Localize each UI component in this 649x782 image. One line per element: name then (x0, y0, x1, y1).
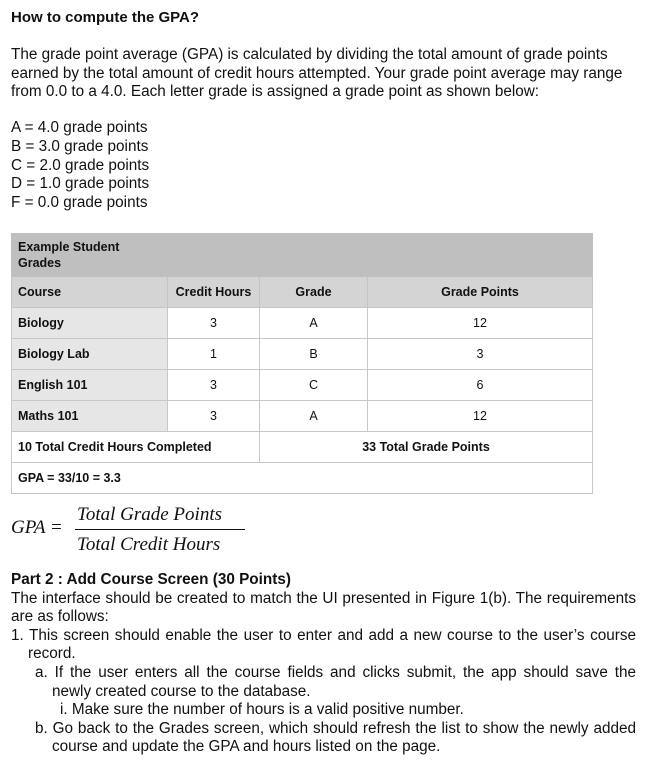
formula-fraction (75, 504, 245, 556)
grade-cell: C (260, 370, 368, 401)
section-heading: How to compute the GPA? (11, 9, 200, 26)
credit-hours-cell: 3 (168, 401, 260, 432)
grade-cell: A (260, 401, 368, 432)
grade-point-item: B = 3.0 grade points (11, 137, 149, 155)
example-grades-table (11, 233, 593, 494)
table-row (12, 401, 593, 432)
table-header-row (12, 277, 593, 308)
grade-points-cell: 3 (368, 339, 593, 370)
table-row (12, 339, 593, 370)
table-caption-row (12, 234, 593, 277)
total-credit-hours: 10 Total Credit Hours Completed (12, 432, 260, 463)
requirement-subsubitem: i. Make sure the number of hours is a valid positive number. (60, 701, 464, 719)
course-cell: English 101 (12, 370, 168, 401)
requirement-item: 1. This screen should enable the user to enter and add a new course to the user’s course record. (11, 626, 636, 663)
credit-hours-cell: 3 (168, 308, 260, 339)
column-header-credit-hours: Credit Hours (168, 277, 260, 308)
intro-paragraph: The grade point average (GPA) is calculated by dividing the total amount of grade points earned by the total amount of credit hours attempted. Your grade point average may range from 0.0 to a 4.0. Each letter grade is assigned a grade point as shown below: (11, 46, 623, 101)
requirement-subitem: b. Go back to the Grades screen, which should refresh the list to show the newly added course and update the GPA and hours listed on the page. (35, 719, 636, 756)
course-cell: Biology Lab (12, 339, 168, 370)
grade-points-cell: 6 (368, 370, 593, 401)
table-caption: Example Student Grades (12, 234, 168, 277)
course-cell: Biology (12, 308, 168, 339)
grade-points-list (11, 119, 149, 213)
column-header-course: Course (12, 277, 168, 308)
column-header-grade-points: Grade Points (368, 277, 593, 308)
table-row (12, 308, 593, 339)
fraction-bar (75, 529, 245, 530)
formula-denominator: Total Credit Hours (77, 534, 221, 555)
total-grade-points: 33 Total Grade Points (260, 432, 593, 463)
requirement-subitem: a. If the user enters all the course fields and clicks submit, the app should save the newly created course to the database. (35, 663, 636, 700)
part2-intro: The interface should be created to match the UI presented in Figure 1(b). The requirements are as follows: (11, 589, 636, 626)
part2-section (11, 571, 636, 757)
grade-point-item: F = 0.0 grade points (11, 194, 148, 212)
grade-points-cell: 12 (368, 308, 593, 339)
credit-hours-cell: 3 (168, 370, 260, 401)
grade-point-item: A = 4.0 grade points (11, 119, 148, 136)
formula-numerator: Total Grade Points (77, 504, 222, 525)
gpa-result: GPA = 33/10 = 3.3 (12, 463, 593, 494)
course-cell: Maths 101 (12, 401, 168, 432)
grade-cell: A (260, 308, 368, 339)
formula-lhs: GPA = (11, 517, 63, 538)
totals-row (12, 432, 593, 463)
grade-cell: B (260, 339, 368, 370)
part2-title: Part 2 : Add Course Screen (30 Points) (11, 571, 291, 588)
grade-points-cell: 12 (368, 401, 593, 432)
column-header-grade: Grade (260, 277, 368, 308)
gpa-row (12, 463, 593, 494)
grade-point-item: C = 2.0 grade points (11, 156, 150, 174)
grade-point-item: D = 1.0 grade points (11, 175, 150, 193)
table-row (12, 370, 593, 401)
credit-hours-cell: 1 (168, 339, 260, 370)
